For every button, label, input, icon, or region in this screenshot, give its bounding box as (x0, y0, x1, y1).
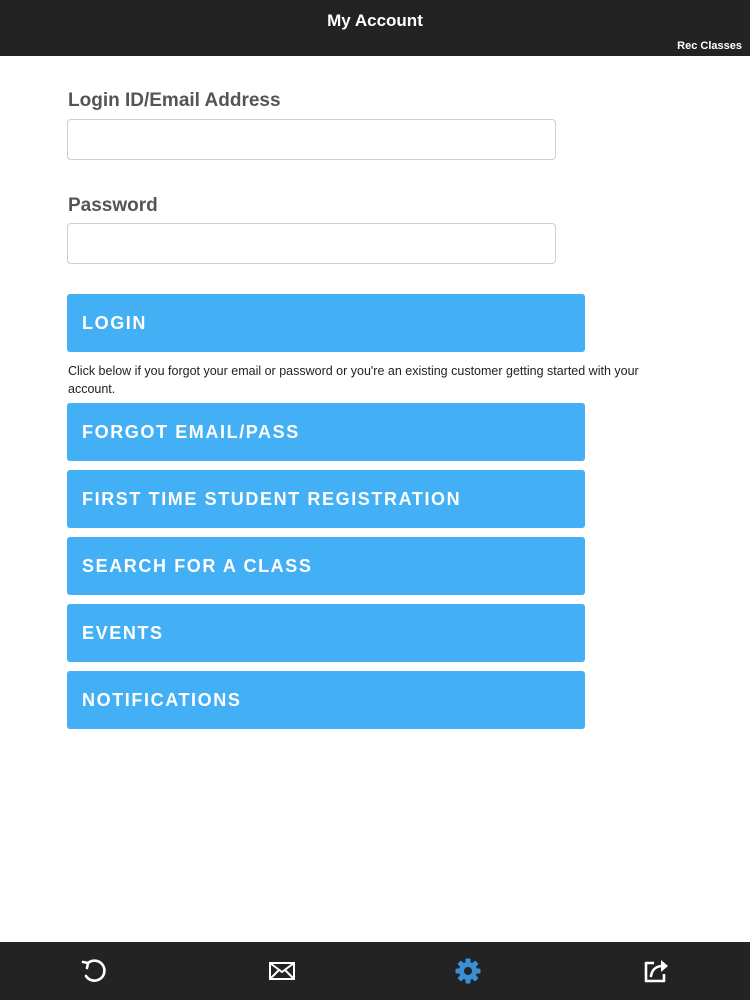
bottom-toolbar (0, 942, 750, 1000)
gear-icon[interactable] (453, 956, 483, 986)
app-name-label: Rec Classes (677, 40, 742, 52)
password-label: Password (68, 195, 158, 216)
forgot-email-pass-button[interactable]: FORGOT EMAIL/PASS (67, 403, 585, 461)
share-icon[interactable] (641, 956, 671, 986)
undo-icon[interactable] (79, 956, 109, 986)
page-title: My Account (327, 11, 423, 30)
login-id-input[interactable] (67, 119, 556, 160)
events-button[interactable]: EVENTS (67, 604, 585, 662)
first-time-registration-button[interactable]: FIRST TIME STUDENT REGISTRATION (67, 470, 585, 528)
search-class-button[interactable]: SEARCH FOR A CLASS (67, 537, 585, 595)
login-id-label: Login ID/Email Address (68, 90, 281, 111)
mail-icon[interactable] (267, 956, 297, 986)
login-button[interactable]: LOGIN (67, 294, 585, 352)
top-navigation-bar (0, 0, 750, 56)
notifications-button[interactable]: NOTIFICATIONS (67, 671, 585, 729)
password-input[interactable] (67, 223, 556, 264)
help-text: Click below if you forgot your email or password or you're an existing customer getting started with your account. (68, 364, 639, 396)
